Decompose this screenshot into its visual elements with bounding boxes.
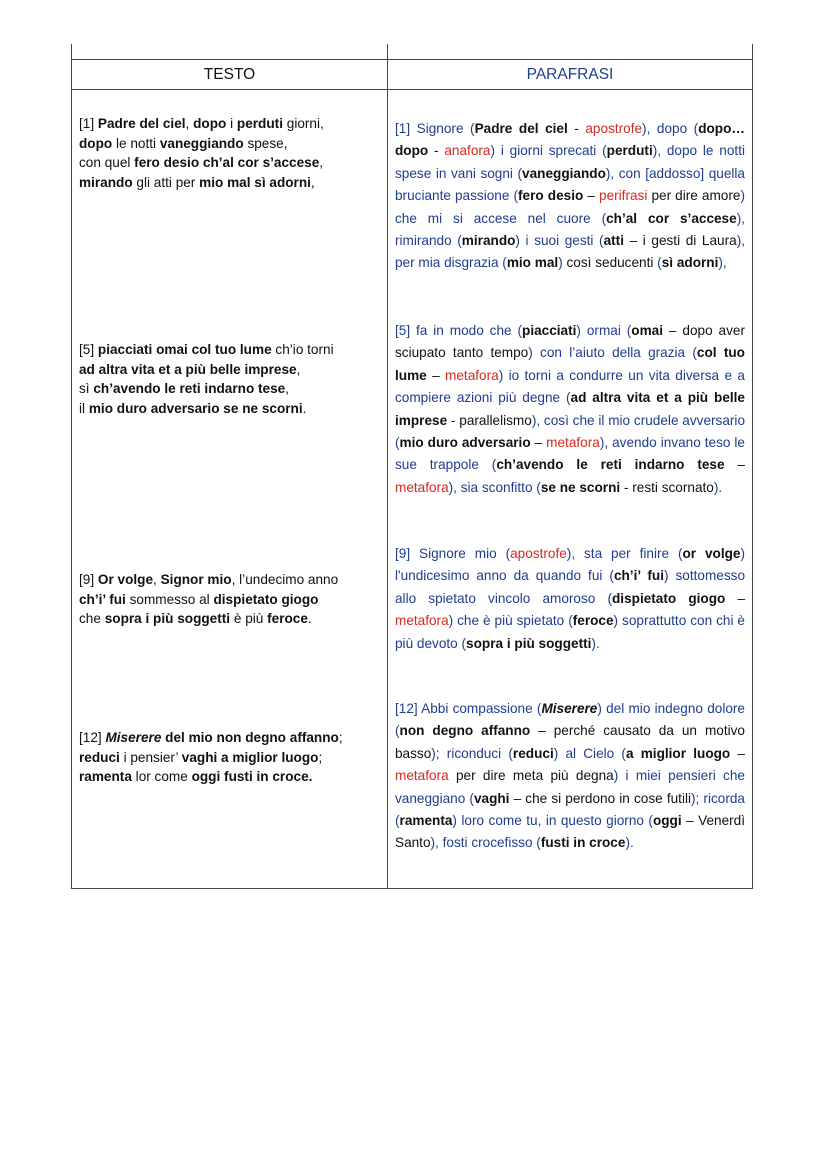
verse-text: [9] <box>79 572 98 587</box>
verse-text: che <box>79 611 105 626</box>
paraphrase-text <box>395 543 745 655</box>
verse-line <box>79 173 379 193</box>
verse-line <box>79 379 379 399</box>
paraphrase-segment: ), con [addosso] quella bruciante passione ( <box>395 165 745 204</box>
paraphrase-segment: – perché causato da un motivo basso <box>395 723 745 761</box>
paraphrase-segment: ) ormai ( <box>576 323 632 338</box>
paraphrase-segment: piacciati <box>522 323 577 338</box>
verse-text: i pensier’ <box>119 749 182 765</box>
paraphrase-segment: omai <box>631 323 664 338</box>
paraphrase-segment: ) che mi si accese nel cuore ( <box>395 188 745 226</box>
paraphrase-segment: – <box>730 745 745 761</box>
verse-line <box>79 609 379 629</box>
paraphrase-segment: ramenta <box>399 813 453 829</box>
paraphrase-segment: ); ricorda ( <box>395 790 745 829</box>
verse-text: , <box>310 174 315 190</box>
paraphrase-segment: sopra i più soggetti <box>466 635 592 651</box>
table-top-stub-left <box>71 44 72 59</box>
verse-text: dopo <box>79 135 113 151</box>
verse-text: vaneggiando <box>159 135 244 151</box>
paraphrase-segment: non degno affanno <box>399 723 531 739</box>
verse-line <box>79 153 379 173</box>
verse-line <box>79 748 379 768</box>
verse-text: dopo <box>193 116 227 131</box>
header-row <box>72 60 753 90</box>
paraphrase-segment: metafora <box>546 435 600 451</box>
verse-text: , <box>185 116 194 131</box>
verse-stanza-3 <box>79 570 379 728</box>
verse-text: le notti <box>112 135 160 151</box>
paraphrase-segment: vaghi <box>473 790 510 806</box>
verse-text: oggi fusti in croce. <box>191 769 313 784</box>
verse-text: feroce <box>267 611 308 626</box>
verse-text: ; <box>338 730 343 745</box>
verse-stanza-2 <box>79 340 379 570</box>
verse-text: ; <box>318 749 323 765</box>
paraphrase-segment: mirando <box>461 233 516 249</box>
verse-text: dispietato giogo <box>213 591 319 607</box>
verse-text: mio mal sì adorni <box>199 174 311 190</box>
verse-text: sì <box>79 381 94 396</box>
paraphrase-segment: - parallelismo <box>447 412 532 428</box>
paraphrase-segment: ad altra vita et a più belle imprese <box>395 390 745 428</box>
paraphrase-segment: - resti scornato <box>620 479 714 495</box>
paraphrase-segment: ), <box>718 255 727 271</box>
verse-text: Or volge <box>97 572 154 587</box>
paraphrase-segment: – <box>426 367 446 383</box>
paraphrase-segment: - <box>567 121 586 136</box>
paraphrase-segment: sì adorni <box>661 255 719 271</box>
paraphrase-segment: [12] Abbi compassione ( <box>395 701 542 716</box>
verse-text: vaghi a miglior luogo <box>181 749 319 765</box>
paraphrase-block-3 <box>395 543 745 698</box>
verse-stanza-1 <box>79 114 379 340</box>
verse-text: ch’avendo le reti indarno tese <box>93 381 286 396</box>
verse-text: lor come <box>131 769 192 784</box>
paraphrase-segment: ch’al cor s’accese <box>606 210 737 226</box>
verse-text: ch’i’ fui <box>79 591 126 607</box>
paraphrase-segment: – <box>725 590 746 606</box>
paraphrase-segment: – <box>530 435 547 451</box>
paraphrase-segment: ) l'undicesimo anno da quando fui ( <box>395 546 746 584</box>
verse-line <box>79 590 379 610</box>
paraphrase-segment: dopo… dopo <box>395 121 745 159</box>
paraphrase-segment: ). <box>713 479 723 495</box>
verse-text: [5] <box>79 342 98 357</box>
paraphrase-segment: apostrofe <box>510 546 567 561</box>
content-row <box>72 90 753 889</box>
verse-text: perduti <box>236 116 283 131</box>
paraphrase-segment: ), dopo ( <box>642 121 699 136</box>
paraphrase-segment: ) loro come tu, in questo giorno ( <box>452 813 653 829</box>
paraphrase-segment: metafora <box>395 479 449 495</box>
verse-text: ramenta <box>79 769 132 784</box>
paraphrase-segment: - <box>428 143 445 159</box>
paraphrase-segment: per dire amore <box>647 188 741 204</box>
paraphrase-segment: ), sta per finire ( <box>566 546 683 561</box>
verse-line <box>79 728 379 748</box>
verse-text: Signor mio <box>160 572 232 587</box>
paraphrase-segment: anafora <box>444 143 491 159</box>
verse-line <box>79 767 379 787</box>
verse-text: mio duro adversario se ne scorni <box>88 400 303 416</box>
paraphrase-segment: ). <box>625 835 634 851</box>
paraphrase-segment: ) soprattutto con chi è più devoto ( <box>395 613 745 651</box>
verse-text: spese, <box>243 135 288 151</box>
verse-line <box>79 340 379 360</box>
paraphrase-segment: ) io torni a condurre un vita diversa e a compiere azioni più degne ( <box>395 367 745 406</box>
verse-text: reduci <box>79 749 120 765</box>
text-paraphrase-table <box>71 59 753 889</box>
verse-line <box>79 134 379 154</box>
paraphrase-segment: così seducenti <box>566 255 654 271</box>
paraphrase-segment: feroce <box>572 613 614 629</box>
paraphrase-segment: vaneggiando <box>522 165 606 181</box>
verse-text: . <box>307 611 312 626</box>
paraphrase-segment: se ne scorni <box>540 479 621 495</box>
verse-text: con quel <box>79 155 135 170</box>
paraphrase-segment: ), fosti crocefisso ( <box>430 835 541 851</box>
paraphrase-segment: perifrasi <box>599 188 648 204</box>
verse-text: , <box>319 155 324 170</box>
paraphrase-segment: ( <box>653 255 662 271</box>
verse-text: , <box>285 381 290 396</box>
verse-text: sopra i più soggetti <box>104 611 231 626</box>
verse-text: del mio non degno affanno <box>165 730 339 745</box>
paraphrase-segment: ) i miei pensieri che vaneggiano ( <box>395 768 745 806</box>
paraphrase-segment: ), sia sconfitto ( <box>448 479 541 495</box>
paraphrase-segment: dispietato giogo <box>612 590 726 606</box>
paraphrase-text <box>395 698 745 855</box>
paraphrase-segment: ), così che il mio crudele avversario ( <box>395 412 746 451</box>
paraphrase-block-2 <box>395 320 745 543</box>
verse-text: Miserere <box>105 730 162 745</box>
paraphrase-segment: ). <box>591 635 600 651</box>
verse-text: è più <box>230 611 268 626</box>
verse-text: , <box>296 361 301 377</box>
verse-line <box>79 114 379 134</box>
paraphrase-segment: ) i suoi gesti ( <box>515 233 604 249</box>
paraphrase-segment: – <box>583 188 600 204</box>
verse-text: [12] <box>79 730 106 745</box>
paraphrase-segment: ) che è più spietato ( <box>448 613 573 629</box>
paraphrase-segment: Miserere <box>541 701 598 716</box>
paraphrase-segment: metafora <box>445 367 499 383</box>
paraphrase-segment: – dopo aver sciupato tanto tempo <box>395 323 745 361</box>
verse-text: sommesso al <box>125 591 214 607</box>
paraphrase-segment: [1] Signore ( <box>395 121 475 136</box>
verse-text: piacciati omai col tuo lume <box>97 342 272 357</box>
verse-text: ad altra vita et a più belle imprese <box>79 361 297 377</box>
paraphrase-segment: mio mal <box>506 255 559 271</box>
verse-line <box>79 360 379 380</box>
header-testo: TESTO <box>72 60 388 90</box>
paraphrase-segment: oggi <box>652 813 682 829</box>
parafrasi-cell <box>388 90 753 889</box>
paraphrase-segment: mio duro adversario <box>399 435 531 451</box>
paraphrase-segment: metafora <box>395 768 449 784</box>
paraphrase-segment: ) i giorni sprecati ( <box>490 143 607 159</box>
verse-line <box>79 399 379 419</box>
paraphrase-segment: metafora <box>395 613 449 629</box>
paraphrase-segment: [5] fa in modo che ( <box>395 323 523 338</box>
header-parafrasi: PARAFRASI <box>388 60 753 90</box>
paraphrase-text <box>395 118 745 275</box>
paraphrase-segment: or volge <box>682 546 741 561</box>
testo-cell <box>72 90 388 889</box>
verse-text: Padre del ciel <box>97 116 186 131</box>
paraphrase-segment: fusti in croce <box>540 835 626 851</box>
paraphrase-segment: ch’i’ fui <box>613 568 664 584</box>
verse-text: , <box>153 572 161 587</box>
verse-text: il <box>79 400 89 416</box>
paraphrase-segment: ), dopo le notti spese in vani sogni ( <box>395 143 745 181</box>
paraphrase-segment: – Venerdì Santo <box>395 813 745 851</box>
paraphrase-block-4 <box>395 698 745 879</box>
paraphrase-segment: – i gesti di Laura <box>623 233 737 249</box>
table-top-stub-middle <box>387 44 388 59</box>
paraphrase-segment: – che si perdono in cose futili <box>509 790 691 806</box>
paraphrase-segment: apostrofe <box>585 121 643 136</box>
paraphrase-segment: ), avendo invano teso le sue trappole ( <box>395 435 745 473</box>
verse-stanza-4 <box>79 728 379 888</box>
verse-text: [1] <box>79 116 98 131</box>
paraphrase-segment: ) del mio indegno dolore ( <box>395 701 745 739</box>
verse-text: gli atti per <box>132 174 200 190</box>
paraphrase-segment: ), per mia disgrazia ( <box>395 233 745 271</box>
paraphrase-segment: reduci <box>512 745 554 761</box>
paraphrase-segment: ) sottomesso allo spietato vincolo amoroso ( <box>395 568 746 606</box>
table-top-stub-right <box>752 44 753 59</box>
paraphrase-segment: fero desio <box>518 188 584 204</box>
verse-text: giorni, <box>282 116 324 131</box>
paraphrase-segment: ch’avendo le reti indarno tese <box>496 457 725 473</box>
paraphrase-segment: a miglior luogo <box>625 745 731 761</box>
paraphrase-segment: Padre del ciel <box>474 121 568 136</box>
paraphrase-segment: ); riconduci ( <box>431 745 513 761</box>
paraphrase-segment: ) al Cielo ( <box>553 745 626 761</box>
paraphrase-segment: per dire meta più degna <box>448 768 614 784</box>
verse-text: . <box>302 400 307 416</box>
verse-text: ch’io torni <box>271 342 334 357</box>
paraphrase-segment: col tuo lume <box>395 345 745 383</box>
paraphrase-segment: perduti <box>606 143 653 159</box>
verse-line <box>79 570 379 590</box>
verse-text: , l’undecimo anno <box>231 572 339 587</box>
paraphrase-segment: – <box>724 457 745 473</box>
paraphrase-segment: atti <box>603 233 624 249</box>
verse-text: mirando <box>79 174 133 190</box>
paraphrase-segment: [9] Signore mio ( <box>395 546 511 561</box>
paraphrase-block-1 <box>395 118 745 320</box>
verse-text: i <box>226 116 237 131</box>
paraphrase-segment: ) <box>558 255 567 271</box>
paraphrase-segment: ), rimirando ( <box>395 210 745 249</box>
paraphrase-text <box>395 320 745 499</box>
verse-text: fero desio ch’al cor s’accese <box>134 155 320 170</box>
paraphrase-segment: ) con l’aiuto della grazia ( <box>528 345 697 361</box>
